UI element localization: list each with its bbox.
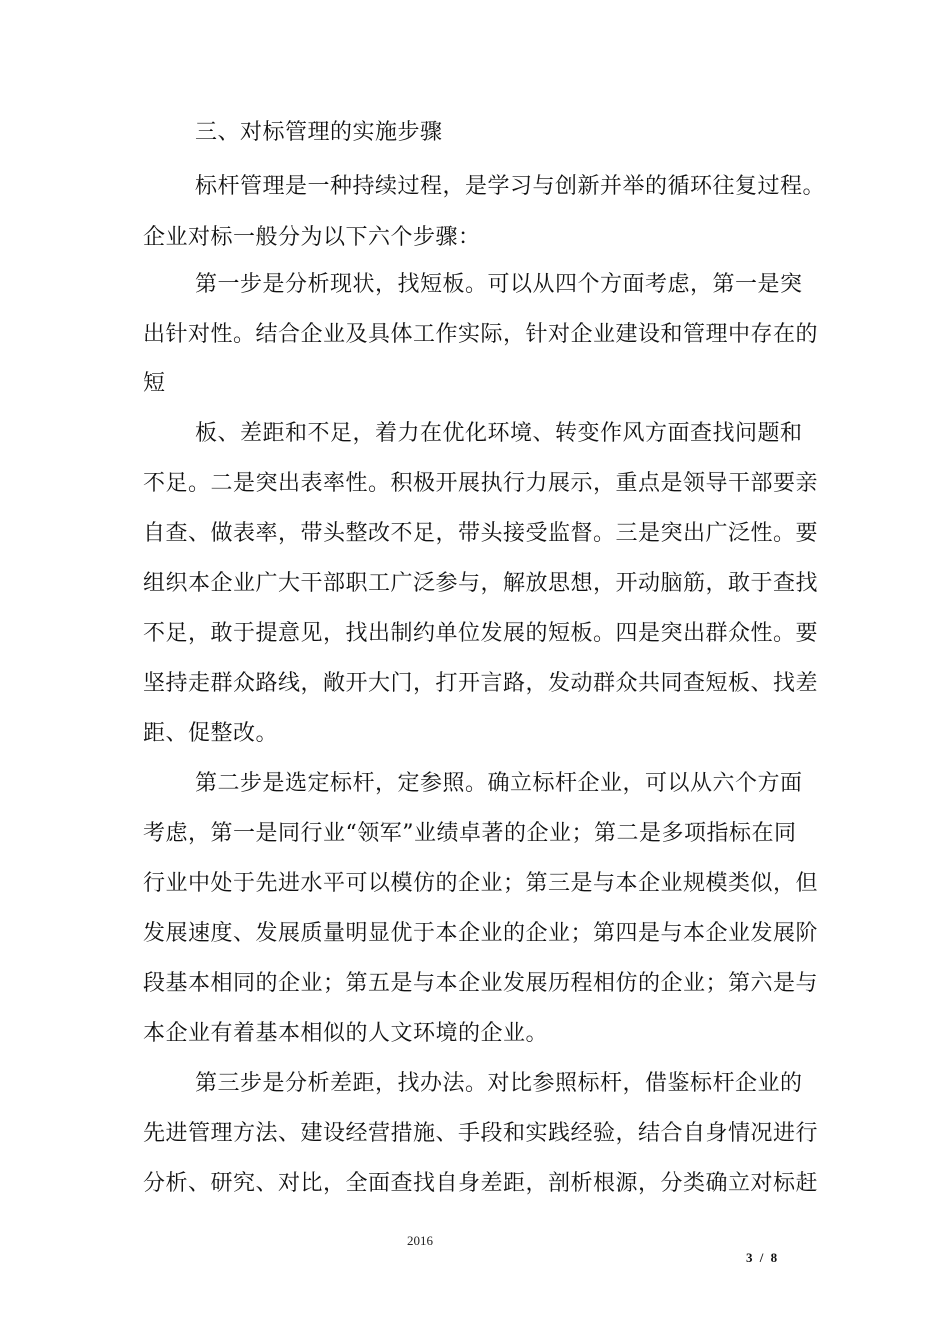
paragraph-line: 行业中处于先进水平可以模仿的企业；第三是与本企业规模类似，但 [143,871,819,896]
paragraph-line: 第二步是选定标杆，定参照。确立标杆企业，可以从六个方面 [195,771,803,796]
section-heading: 三、对标管理的实施步骤 [195,120,443,145]
paragraph-line: 本企业有着基本相似的人文环境的企业。 [143,1021,549,1046]
paragraph-line: 距、促整改。 [143,721,279,746]
paragraph-line: 第一步是分析现状，找短板。可以从四个方面考虑，第一是突 [195,272,803,297]
paragraph-line: 标杆管理是一种持续过程，是学习与创新并举的循环往复过程。 [195,174,826,199]
paragraph-line: 分析、研究、对比，全面查找自身差距，剖析根源，分类确立对标赶 [143,1171,819,1196]
paragraph-line: 段基本相同的企业；第五是与本企业发展历程相仿的企业；第六是与 [143,971,819,996]
paragraph-line: 短 [143,371,166,396]
page-number: 3 / 8 [746,1250,780,1265]
footer-year: 2016 [407,1233,433,1248]
paragraph-line: 不足，敢于提意见，找出制约单位发展的短板。四是突出群众性。要 [143,621,819,646]
paragraph-line: 企业对标一般分为以下六个步骤： [143,225,481,250]
paragraph-line: 出针对性。结合企业及具体工作实际，针对企业建设和管理中存在的 [143,322,819,347]
paragraph-line: 先进管理方法、建设经营措施、手段和实践经验，结合自身情况进行 [143,1121,819,1146]
paragraph-line: 组织本企业广大干部职工广泛参与，解放思想，开动脑筋，敢于查找 [143,571,819,596]
paragraph-line: 不足。二是突出表率性。积极开展执行力展示，重点是领导干部要亲 [143,471,819,496]
paragraph-line: 自查、做表率，带头整改不足，带头接受监督。三是突出广泛性。要 [143,521,819,546]
paragraph-line: 发展速度、发展质量明显优于本企业的企业；第四是与本企业发展阶 [143,921,819,946]
paragraph-line: 第三步是分析差距，找办法。对比参照标杆，借鉴标杆企业的 [195,1071,803,1096]
paragraph-line: 板、差距和不足，着力在优化环境、转变作风方面查找问题和 [195,421,803,446]
paragraph-line: 考虑，第一是同行业“领军”业绩卓著的企业；第二是多项指标在同 [143,821,797,846]
paragraph-line: 坚持走群众路线，敞开大门，打开言路，发动群众共同查短板、找差 [143,671,819,696]
